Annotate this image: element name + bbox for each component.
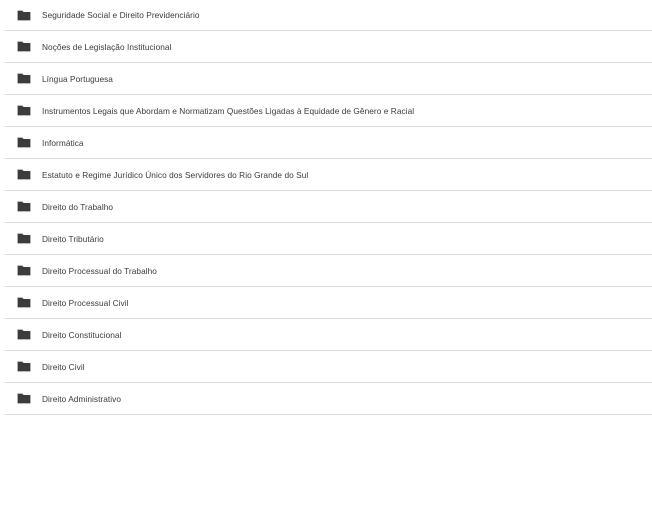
folder-icon xyxy=(17,329,31,340)
folder-row[interactable] xyxy=(5,319,652,351)
folder-row[interactable] xyxy=(5,255,652,287)
folder-label: Noções de Legislação Institucional xyxy=(42,41,172,52)
folder-label: Direito Processual Civil xyxy=(42,297,129,308)
folder-label: Direito Constitucional xyxy=(42,329,122,340)
folder-row[interactable] xyxy=(5,127,652,159)
folder-row[interactable] xyxy=(5,351,652,383)
folder-label: Direito Administrativo xyxy=(42,393,122,404)
folder-icon xyxy=(17,265,31,276)
folder-icon xyxy=(17,169,31,180)
folder-row[interactable] xyxy=(5,0,652,31)
folder-label: Seguridade Social e Direito Previdenciário xyxy=(42,10,200,20)
folder-label: Instrumentos Legais que Abordam e Normatizam Questões Ligadas à Equidade de Gênero e Racial xyxy=(42,105,415,116)
folder-row[interactable] xyxy=(5,63,652,95)
folder-row[interactable] xyxy=(5,223,652,255)
folder-icon xyxy=(17,201,31,212)
folder-row[interactable] xyxy=(5,287,652,319)
folder-label: Direito Civil xyxy=(42,361,85,372)
folder-icon xyxy=(17,137,31,148)
folder-icon xyxy=(17,105,31,116)
folder-label: Língua Portuguesa xyxy=(42,73,113,84)
folder-label: Direito do Trabalho xyxy=(42,201,114,212)
folder-label: Direito Processual do Trabalho xyxy=(42,265,157,276)
folder-icon xyxy=(17,41,31,52)
folder-label: Direito Tributário xyxy=(42,233,104,244)
folder-icon xyxy=(17,393,31,404)
folder-icon xyxy=(17,73,31,84)
folder-row[interactable] xyxy=(5,383,652,415)
folder-row[interactable] xyxy=(5,31,652,63)
folder-row[interactable] xyxy=(5,191,652,223)
folder-list xyxy=(5,0,652,415)
folder-row[interactable] xyxy=(5,95,652,127)
folder-icon xyxy=(17,233,31,244)
folder-label: Informática xyxy=(42,137,84,148)
folder-row[interactable] xyxy=(5,159,652,191)
folder-icon xyxy=(17,297,31,308)
folder-label: Estatuto e Regime Jurídico Único dos Servidores do Rio Grande do Sul xyxy=(42,169,309,180)
folder-icon xyxy=(17,10,31,21)
folder-icon xyxy=(17,361,31,372)
